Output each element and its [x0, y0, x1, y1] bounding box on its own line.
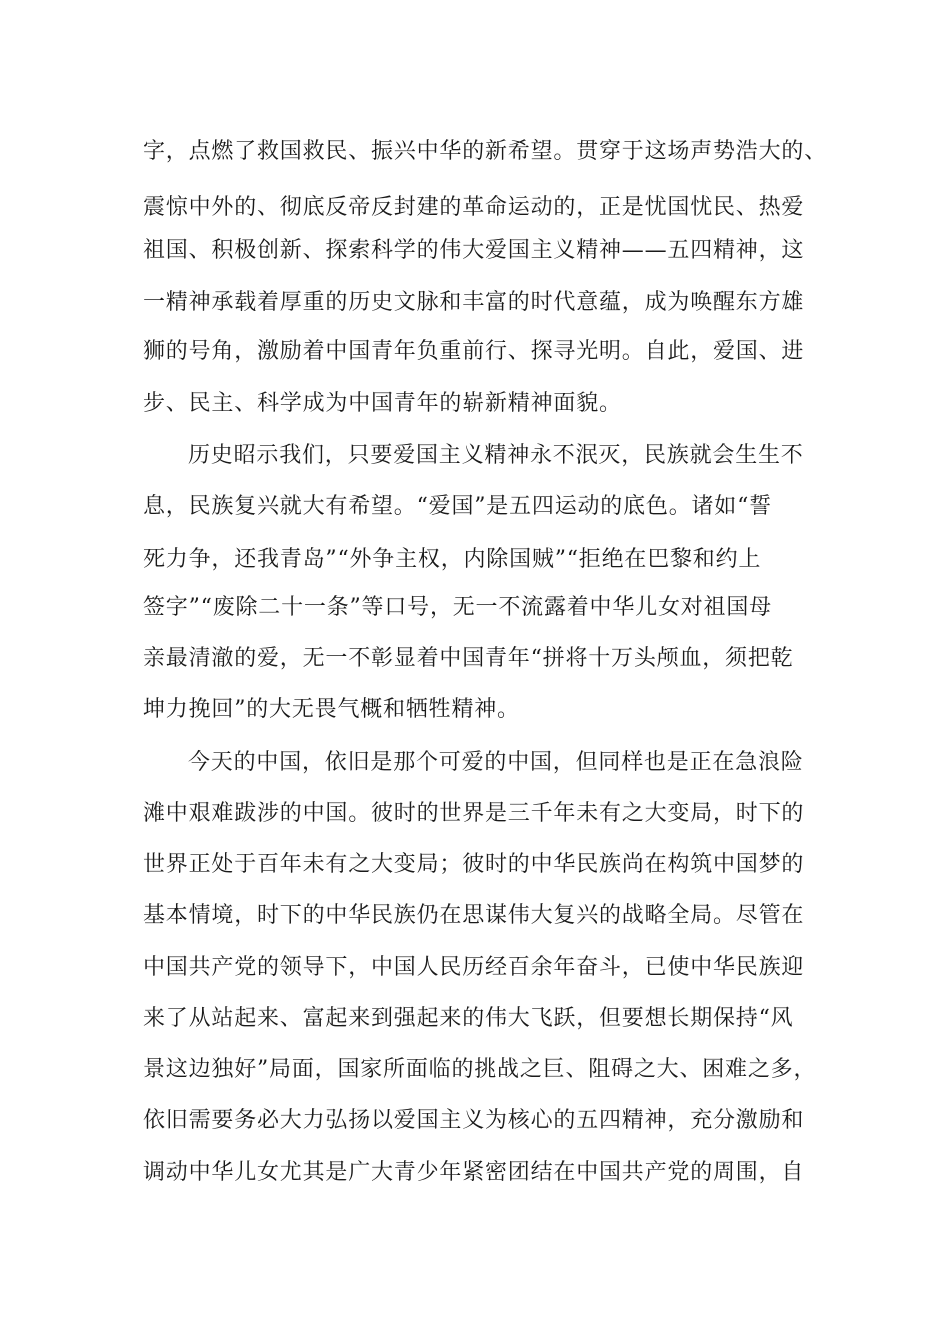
text-line: 依旧需要务必大力弘扬以爱国主义为核心的五四精神，充分激励和	[143, 1108, 805, 1133]
text-line: 震惊中外的、彻底反帝反封建的革命运动的，正是忧国忧民、热爱	[143, 195, 805, 220]
text-line: 狮的号角，激励着中国青年负重前行、探寻光明。自此，爱国、进	[143, 339, 805, 364]
text-line: 祖国、积极创新、探索科学的伟大爱国主义精神——五四精神，这	[143, 238, 805, 263]
text-line: 签字”“废除二十一条”等口号，无一不流露着中华儿女对祖国母	[143, 595, 772, 620]
text-line: 字，点燃了救国救民、振兴中华的新希望。贯穿于这场声势浩大的、	[143, 139, 828, 164]
text-line: 亲最清澈的爱，无一不彰显着中国青年“拼将十万头颅血，须把乾	[143, 646, 794, 671]
text-line: 调动中华儿女尤其是广大青少年紧密团结在中国共产党的周围，自	[143, 1160, 805, 1185]
text-line: 坤力挽回”的大无畏气概和牺牲精神。	[143, 697, 520, 722]
text-line: 来了从站起来、富起来到强起来的伟大飞跃，但要想长期保持“风	[143, 1006, 794, 1031]
text-line: 景这边独好”局面，国家所面临的挑战之巨、阻碍之大、困难之多，	[143, 1057, 817, 1082]
text-line: 世界正处于百年未有之大变局；彼时的中华民族尚在构筑中国梦的	[143, 852, 805, 877]
text-line: 基本情境，时下的中华民族仍在思谋伟大复兴的战略全局。尽管在	[143, 903, 805, 928]
text-line: 历史昭示我们，只要爱国主义精神永不泯灭，民族就会生生不	[188, 443, 804, 468]
text-line: 息，民族复兴就大有希望。“爱国”是五四运动的底色。诸如“誓	[143, 494, 772, 519]
text-line: 一精神承载着厚重的历史文脉和丰富的时代意蕴，成为唤醒东方雄	[143, 290, 805, 315]
text-line: 步、民主、科学成为中国青年的崭新精神面貌。	[143, 391, 622, 416]
text-line: 今天的中国，依旧是那个可爱的中国，但同样也是正在急浪险	[188, 750, 804, 775]
text-line: 死力争，还我青岛”“外争主权，内除国贼”“拒绝在巴黎和约上	[143, 547, 762, 572]
text-line: 滩中艰难跋涉的中国。彼时的世界是三千年未有之大变局，时下的	[143, 801, 805, 826]
text-line: 中国共产党的领导下，中国人民历经百余年奋斗，已使中华民族迎	[143, 955, 805, 980]
